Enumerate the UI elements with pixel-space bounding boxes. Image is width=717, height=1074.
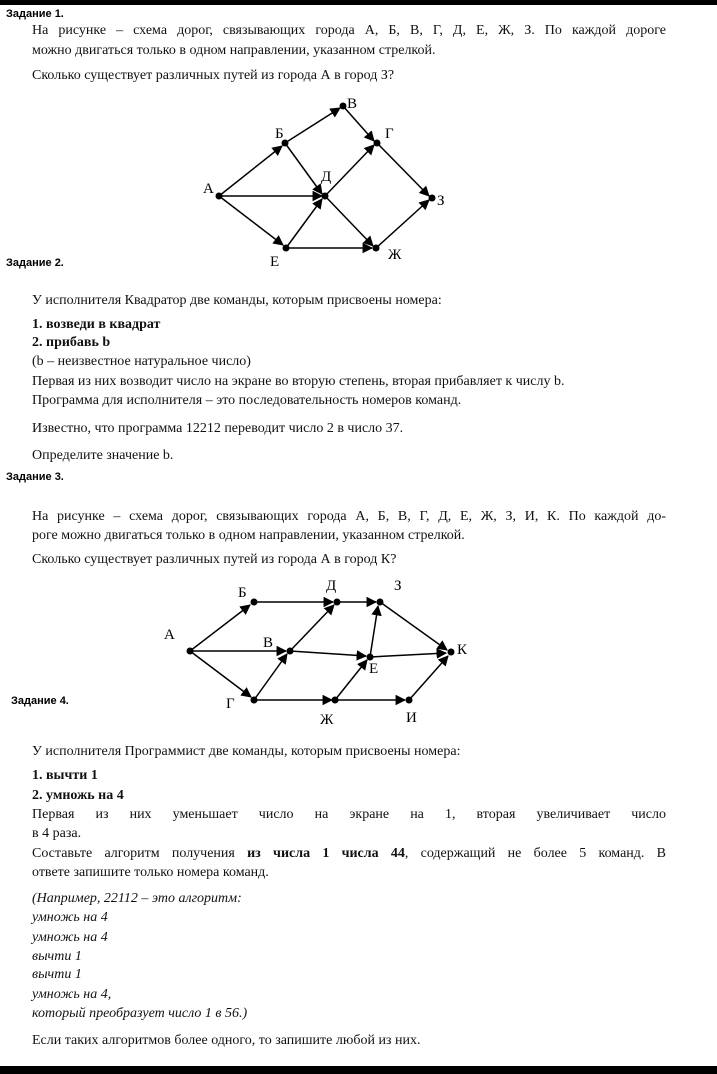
node-label-zh: Ж [388,247,402,263]
node-label-b: Б [238,585,247,601]
task2-description-2: Программа для исполнителя – это последовательность номеров команд. [32,393,462,408]
task3-question: Сколько существует различных путей из города А в город К? [32,552,397,567]
task1-label: Задание 1. [6,8,64,20]
task4-example-3: умножь на 4 [32,930,108,945]
task4-assignment-line1: Составьте алгоритм получения из числа 1 числа 44, содержащий не более 5 команд. В [32,846,666,861]
node-label-zh: Ж [320,712,334,728]
node-label-v: В [347,96,358,112]
node-z [377,599,384,606]
node-v [287,648,294,655]
task4-description-1: Первая из них уменьшает число на экране на 1, вторая увеличивает число [32,807,666,822]
task4-assignment-line2: ответе запишите только номера команд. [32,865,269,880]
task3-label: Задание 3. [6,471,64,483]
edge-e-z [370,606,378,657]
task2-known: Известно, что программа 12212 переводит число 2 в число 37. [32,421,404,436]
edge-a-g [190,651,251,697]
edge-i-k [409,656,448,700]
node-label-z: З [394,578,402,594]
node-label-e: Е [369,661,379,677]
task4-label: Задание 4. [11,695,69,707]
node-zh [332,697,339,704]
node-label-e: Е [270,254,280,270]
task2-label: Задание 2. [6,257,64,269]
task4-example-4: вычти 1 [32,949,82,964]
task4-example-2: умножь на 4 [32,910,108,925]
node-a [187,648,194,655]
node-label-a: А [203,181,214,197]
task2-question: Определите значение b. [32,448,174,463]
task1-text-line2: можно двигаться только в одном направлении, указанном стрелкой. [32,43,436,58]
node-b [251,599,258,606]
edge-z-k [380,602,447,650]
task4-example-5: вычти 1 [32,967,82,982]
task1-text-line1: На рисунке – схема дорог, связывающих города А, Б, В, Г, Д, Е, Ж, З. По каждой дороге [32,23,666,38]
task2-intro: У исполнителя Квадратор две команды, которым присвоены номера: [32,293,442,308]
node-g [251,697,258,704]
node-i [406,697,413,704]
edge-e-k [370,653,446,657]
task3-text-line2: роге можно двигаться только в одном направлении, указанном стрелкой. [32,528,465,543]
task4-command-2: 2. умножь на 4 [32,788,124,803]
node-d [334,599,341,606]
node-label-v: В [263,635,274,651]
task4-example-1: (Например, 22112 – это алгоритм: [32,891,242,906]
task4-example-7: который преобразует число 1 в 56.) [32,1006,248,1021]
task4-intro: У исполнителя Программист две команды, которым присвоены номера: [32,744,461,759]
task4-final-note: Если таких алгоритмов более одного, то запишите любой из них. [32,1033,421,1048]
task4-command-1: 1. вычти 1 [32,768,98,783]
node-label-b: Б [275,126,284,142]
task3-text-line1: На рисунке – схема дорог, связывающих города А, Б, В, Г, Д, Е, Ж, З, И, К. По каждой до- [32,509,666,524]
node-label-a: А [164,627,175,643]
task1-question: Сколько существует различных путей из города А в город З? [32,68,395,83]
node-label-g: Г [226,696,235,712]
task2-command-2: 2. прибавь b [32,335,111,350]
node-k [448,649,455,656]
node-e [367,654,374,661]
bottom-border [0,1066,717,1074]
edge-zh-e [335,660,367,700]
node-label-g: Г [385,126,394,142]
edge-a-b [190,605,250,651]
edge-g-v [254,654,287,700]
edge-v-e [290,651,366,656]
node-label-d: Д [321,169,332,185]
task4-example-6: умножь на 4, [32,987,112,1002]
node-label-z: З [437,193,445,209]
task4-description-2: в 4 раза. [32,826,82,841]
node-label-i: И [406,710,417,726]
task2-description-1: Первая из них возводит число на экране во вторую степень, вторая прибавляет к числу b. [32,374,565,389]
node-label-k: К [457,642,468,658]
task2-command-1: 1. возведи в квадрат [32,317,161,332]
node-label-d: Д [326,578,337,594]
edge-v-d [290,605,334,651]
task2-note: (b – неизвестное натуральное число) [32,354,251,369]
